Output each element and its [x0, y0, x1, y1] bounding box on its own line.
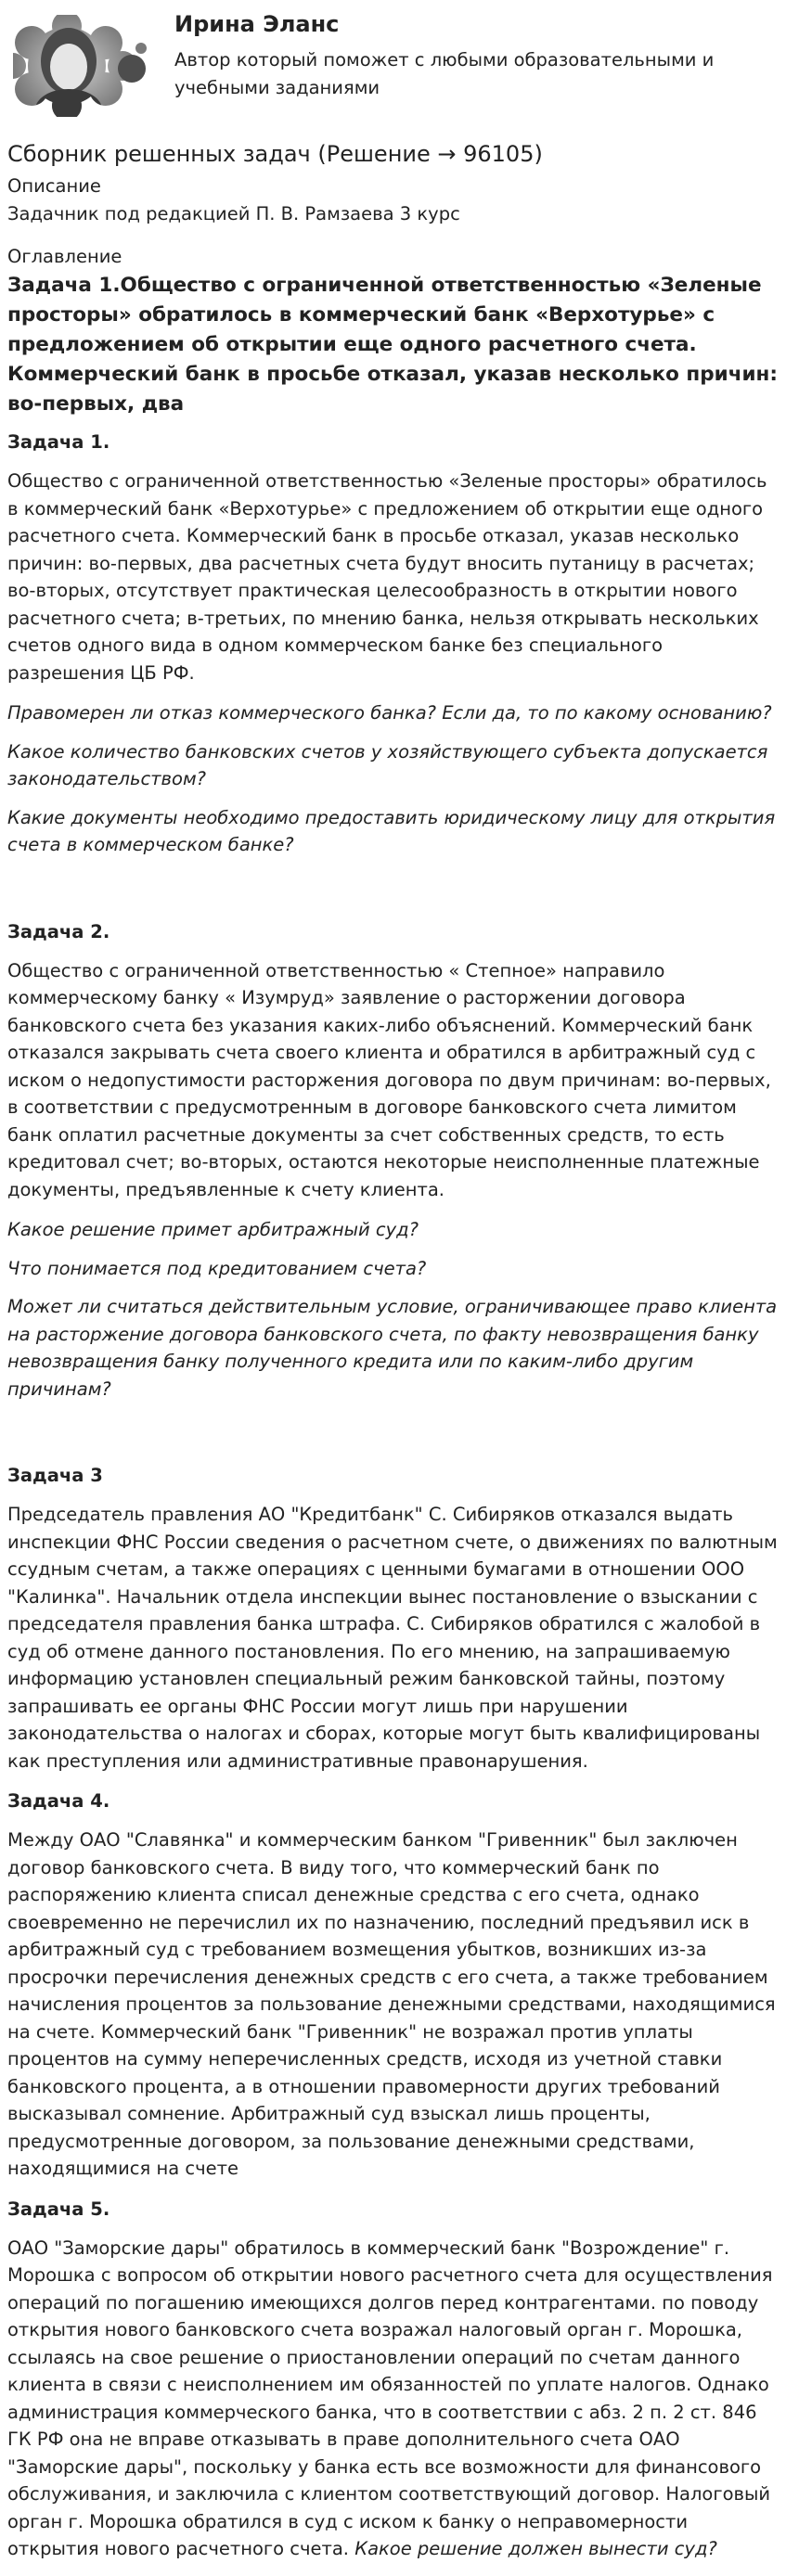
task-heading: Задача 4. — [7, 1790, 110, 1812]
task-2 — [7, 918, 779, 1403]
task-text: Между ОАО "Славянка" и коммерческим банком "Гривенник" был заключен договор банковского счета. В виду того, что коммерческий банк по распоряжению клиента списал денежные средства с его счета, однако своевременно не перечислил их по назначению, последний предъявил иск в арбитражный суд с требованием возмещения убытков, возникших из-за просрочки перечисления денежных средств с его счета, а также требованием начисления процентов за пользование денежными средствами, находящимися на счете. Коммерческий банк "Гривенник" не возражал против уплаты процентов на сумму неперечисленных средств, исходя из учетной ставки банковского процента, а в отношении правомерности других требований высказывал сомнение. Арбитражный суд взыскал лишь проценты, предусмотренные договором, за пользование денежными средствами, находящимися на счете — [7, 1829, 776, 2179]
task-question: Какое количество банковских счетов у хозяйствующего субъекта допускается законодательством? — [7, 740, 768, 789]
task-question: Какое решение примет арбитражный суд? — [7, 1219, 419, 1240]
task-5 — [7, 2196, 779, 2563]
task-question: Какое решение должен вынести суд? — [354, 2538, 717, 2559]
task-text-body: ОАО "Заморские дары" обратилось в коммерческий банк "Возрождение" г. Морошка с вопросом об открытии нового расчетного счета для осуществления операций по погашению имеющихся долгов перед контрагентами. по поводу открытия нового банковского счета возражал налоговый орган г. Морошка, ссылаясь на свое решение о приостановлении операций по счетам данного клиента в связи с неисполнением им обязанностей по уплате налогов. Однако администрация коммерческого банка, что в соответствии с абз. 2 п. 2 ст. 846 ГК РФ она не вправе отказывать в праве дополнительного счета ОАО "Заморские дары", поскольку у банка есть все возможности для финансового обслуживания, и заключила с клиентом соответствующий договор. Налоговый орган г. Морошка обратился в суд с иском к банку о неправомерности открытия нового расчетного счета. — [7, 2236, 773, 2559]
task-question: Что понимается под кредитованием счета? — [7, 1257, 427, 1279]
task-text: Общество с ограниченной ответственностью «Зеленые просторы» обратилось в коммерческий банк «Верхотурье» с предложением об открытии еще одного расчетного счета. Коммерческий банк в просьбе отказал, указав несколько причин: во-первых, два расчетных счета будут вносить путаницу в расчетах; во-вторых, отсутствует практическая целесообразность в открытии нового расчетного счета; в-третьих, по мнению банка, нельзя открывать нескольких счетов одного вида в одном коммерческом банке без специального разрешения ЦБ РФ. — [7, 470, 767, 684]
author-avatar[interactable] — [13, 15, 161, 117]
spacer — [7, 870, 779, 909]
author-name[interactable]: Ирина Эланс — [174, 11, 340, 37]
toc-link[interactable]: Задача 1.Общество с ограниченной ответственностью «Зеленые просторы» обратилось в коммерческий банк «Верхотурье» с предложением об открытии еще одного расчетного счета. Коммерческий банк в просьбе отказал, указав несколько причин: во-первых, два — [7, 274, 778, 416]
author-block — [7, 0, 779, 128]
task-text: Председатель правления АО "Кредитбанк" С. Сибиряков отказался выдать инспекции ФНС России сведения о расчетном счете, о движениях по валютным ссудным счетам, а также операциях с ценными бумагами в отношении ООО "Калинка". Начальник отдела инспекции вынес постановление о взыскании с председателя правления банка штрафа. С. Сибиряков обратился с жалобой в суд об отмене данного постановления. По его мнению, на запрашиваемую информацию установлен специальный режим банковской тайны, поэтому запрашивать ее органы ФНС России могут лишь при нарушении законодательства о налогах и сборах, которые могут быть квалифицированы как преступления или административные правонарушения. — [7, 1504, 778, 1772]
task-3 — [7, 1462, 779, 1775]
task-text — [7, 2235, 779, 2563]
task-text: Общество с ограниченной ответственностью « Степное» направило коммерческому банку « Изумруд» заявление о расторжении договора банковского счета без указания каких-либо объяснений. Коммерческий банк отказался закрывать счета своего клиента и обратился в арбитражный суд с иском о недопустимости расторжения договора по двум причинам: во-первых, в соответствии с предусмотренным в договоре банковского счета лимитом банк оплатил расчетные документы за счет собственных средств, то есть кредитовал счет; во-вторых, остаются некоторые неисполненные платежные документы, предъявленные к счету клиента. — [7, 959, 771, 1200]
task-heading: Задача 5. — [7, 2198, 110, 2220]
description-label: Описание — [7, 175, 101, 197]
task-question: Правомерен ли отказ коммерческого банка? Если да, то по какому основанию? — [7, 702, 772, 724]
task-heading: Задача 3 — [7, 1465, 103, 1486]
task-heading: Задача 1. — [7, 431, 110, 453]
collection-title: Сборник решенных задач (Решение → 96105) — [7, 141, 543, 167]
task-1 — [7, 429, 779, 859]
task-4 — [7, 1788, 779, 2183]
task-question: Какие документы необходимо предоставить юридическому лицу для открытия счета в коммерческом банке? — [7, 806, 776, 855]
author-description: Автор который поможет с любыми образовательными и учебными заданиями — [174, 49, 715, 98]
task-heading: Задача 2. — [7, 920, 110, 942]
spacer — [7, 1414, 779, 1453]
collection-description: Задачник под редакцией П. В. Рамзаева 3 курс — [7, 203, 460, 224]
toc-label: Оглавление — [7, 246, 122, 267]
task-question: Может ли считаться действительным условие, ограничивающее право клиента на расторжение договора банковского счета, по факту невозвращения банку невозвращения банку полученного кредита или по каким-либо другим причинам? — [7, 1296, 778, 1400]
